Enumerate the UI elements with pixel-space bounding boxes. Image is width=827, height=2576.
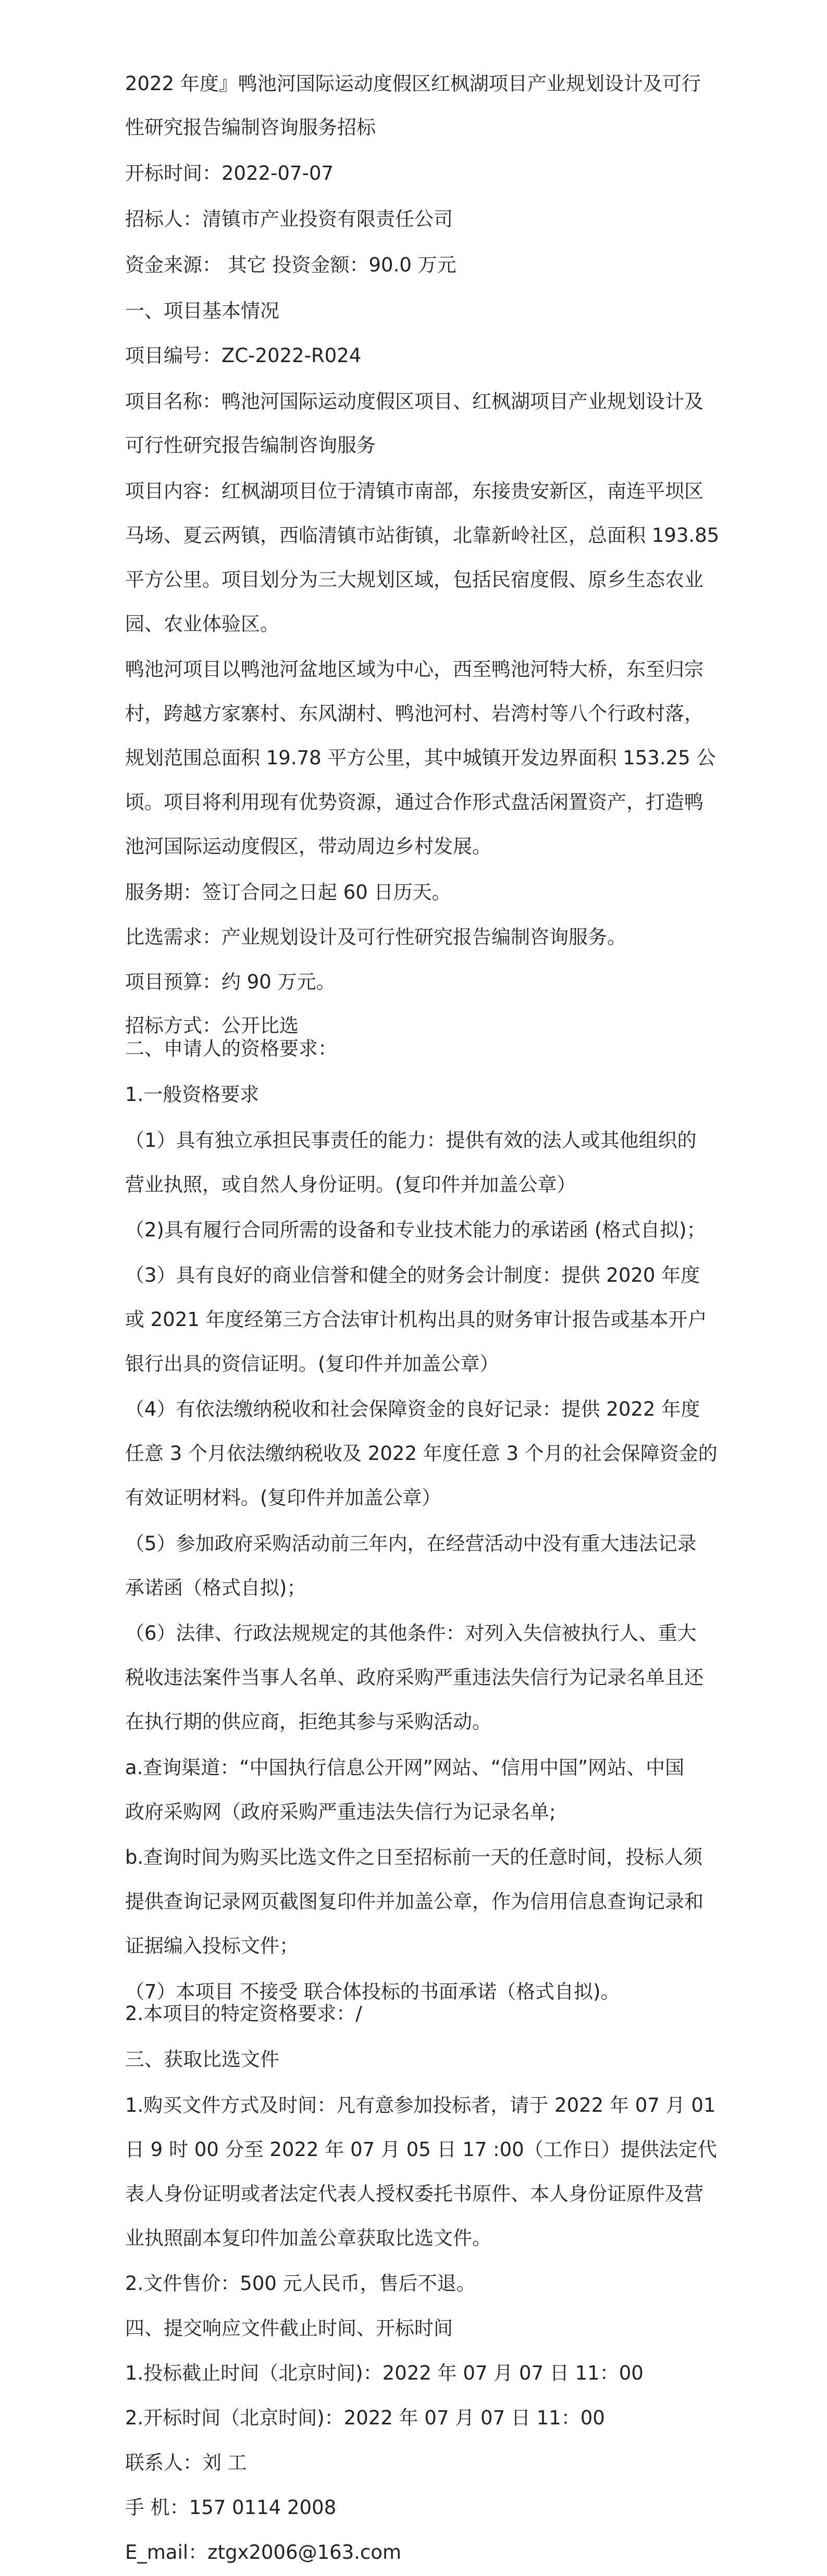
paragraph-line: 村，跨越方家寨村、东风湖村、鸭池河村、岩湾村等八个行政村落， (125, 702, 703, 725)
paragraph-line: b.查询时间为购买比选文件之日至招标前一天的任意时间，投标人须 (125, 1846, 703, 1868)
budget: 项目预算：约 90 万元。 (125, 971, 336, 993)
open-time: 开标时间：2022-07-07 (125, 162, 334, 184)
tender-method: 招标方式：公开比选 (125, 1014, 299, 1037)
paragraph-line: 证据编入投标文件； (125, 1935, 299, 1957)
paragraph-line: 规划范围总面积 19.78 平方公里，其中城镇开发边界面积 153.25 公 (125, 747, 716, 769)
paragraph-line: （6）法律、行政法规规定的其他条件：对列入失信被执行人、重大 (125, 1622, 697, 1644)
paragraph-line: 任意 3 个月依法缴纳税收及 2022 年度任意 3 个月的社会保障资金的 (125, 1442, 718, 1465)
section-heading: 四、提交响应文件截止时间、开标时间 (125, 2317, 453, 2339)
requirement-7: （7）本项目 不接受 联合体投标的书面承诺（格式自拟)。 (125, 1980, 620, 2003)
paragraph-line: 在执行期的供应商，拒绝其参与采购活动。 (125, 1711, 491, 1733)
paragraph-line: a.查询渠道：“中国执行信息公开网”网站、“信用中国”网站、中国 (125, 1756, 685, 1779)
service-period: 服务期：签订合同之日起 60 日历天。 (125, 881, 451, 903)
title-line: 2022 年度』鸭池河国际运动度假区红枫湖项目产业规划设计及可行 (125, 72, 701, 95)
paragraph-line: （4）有依法缴纳税收和社会保障资金的良好记录：提供 2022 年度 (125, 1398, 700, 1420)
section-heading: 一、项目基本情况 (125, 300, 279, 322)
contact-person: 联系人：刘 工 (125, 2451, 247, 2474)
paragraph-line: 税收违法案件当事人名单、政府采购严重违法失信行为记录名单且还 (125, 1666, 703, 1689)
paragraph-line: 承诺函（格式自拟)； (125, 1577, 306, 1599)
paragraph-line: 有效证明材料。(复印件并加盖公章） (125, 1487, 441, 1509)
contact-phone: 手 机：157 0114 2008 (125, 2496, 337, 2519)
paragraph-line: 政府采购网（政府采购严重违法失信行为记录名单; (125, 1801, 556, 1823)
paragraph-line: 平方公里。项目划分为三大规划区域，包括民宿度假、原乡生态农业 (125, 568, 703, 591)
paragraph-line: 银行出具的资信证明。(复印件并加盖公章） (125, 1353, 499, 1375)
section-heading: 三、获取比选文件 (125, 2048, 279, 2071)
paragraph-line: 可行性研究报告编制咨询服务 (125, 434, 376, 456)
section-heading: 二、申请人的资格要求： (125, 1037, 337, 1060)
tenderer: 招标人：清镇市产业投资有限责任公司 (125, 208, 453, 230)
paragraph-line: 马场、夏云两镇，西临清镇市站街镇，北靠新岭社区，总面积 193.85 (125, 524, 720, 547)
paragraph-line: 营业执照，或自然人身份证明。(复印件并加盖公章） (125, 1173, 576, 1196)
title-line: 性研究报告编制咨询服务招标 (125, 116, 376, 139)
paragraph-line: 项目名称：鸭池河国际运动度假区项目、红枫湖项目产业规划设计及 (125, 390, 703, 413)
paragraph-line: 表人身份证明或者法定代表人授权委托书原件、本人身份证原件及营 (125, 2183, 703, 2205)
paragraph-line: 园、农业体验区。 (125, 613, 279, 635)
paragraph-line: （3）具有良好的商业信誉和健全的财务会计制度：提供 2020 年度 (125, 1264, 700, 1286)
funds: 资金来源： 其它 投资金额：90.0 万元 (125, 254, 456, 276)
paragraph-line: 鸭池河项目以鸭池河盆地区域为中心，西至鸭池河特大桥，东至归宗 (125, 658, 703, 680)
bid-deadline: 1.投标截止时间（北京时间)：2022 年 07 月 07 日 11：00 (125, 2362, 644, 2384)
paragraph-line: （5）参加政府采购活动前三年内，在经营活动中没有重大违法记录 (125, 1532, 697, 1555)
paragraph-line: 或 2021 年度经第三方合法审计机构出具的财务审计报告或基本开户 (125, 1308, 707, 1331)
paragraph-line: 业执照副本复印件加盖公章获取比选文件。 (125, 2227, 491, 2249)
project-no: 项目编号：ZC-2022-R024 (125, 344, 362, 367)
requirement-2: （2)具有履行合同所需的设备和专业技术能力的承诺函 (格式自拟)； (125, 1219, 706, 1241)
paragraph-line: 顷。项目将利用现有优势资源，通过合作形式盘活闲置资产，打造鸭 (125, 791, 703, 813)
paragraph-line: （1）具有独立承担民事责任的能力：提供有效的法人或其他组织的 (125, 1129, 697, 1151)
paragraph-line: 项目内容：红枫湖项目位于清镇市南部，东接贵安新区，南连平坝区 (125, 480, 703, 502)
paragraph-line: 提供查询记录网页截图复印件并加盖公章，作为信用信息查询记录和 (125, 1890, 703, 1913)
paragraph-line: 日 9 时 00 分至 2022 年 07 月 05 日 17 :00（工作日）提供法定代 (125, 2138, 717, 2161)
paragraph-line: 池河国际运动度假区，带动周边乡村发展。 (125, 835, 491, 858)
document-price: 2.文件售价：500 元人民币，售后不退。 (125, 2272, 476, 2295)
opening-time: 2.开标时间（北京时间)：2022 年 07 月 07 日 11：00 (125, 2407, 605, 2429)
special-requirements: 2.本项目的特定资格要求：/ (125, 2002, 362, 2025)
paragraph-line: 1.购买文件方式及时间：凡有意参加投标者，请于 2022 年 07 月 01 (125, 2094, 716, 2116)
general-requirements: 1.一般资格要求 (125, 1083, 260, 1106)
contact-email: E_mail：ztgx2006@163.com (125, 2541, 402, 2563)
demand: 比选需求：产业规划设计及可行性研究报告编制咨询服务。 (125, 926, 626, 948)
